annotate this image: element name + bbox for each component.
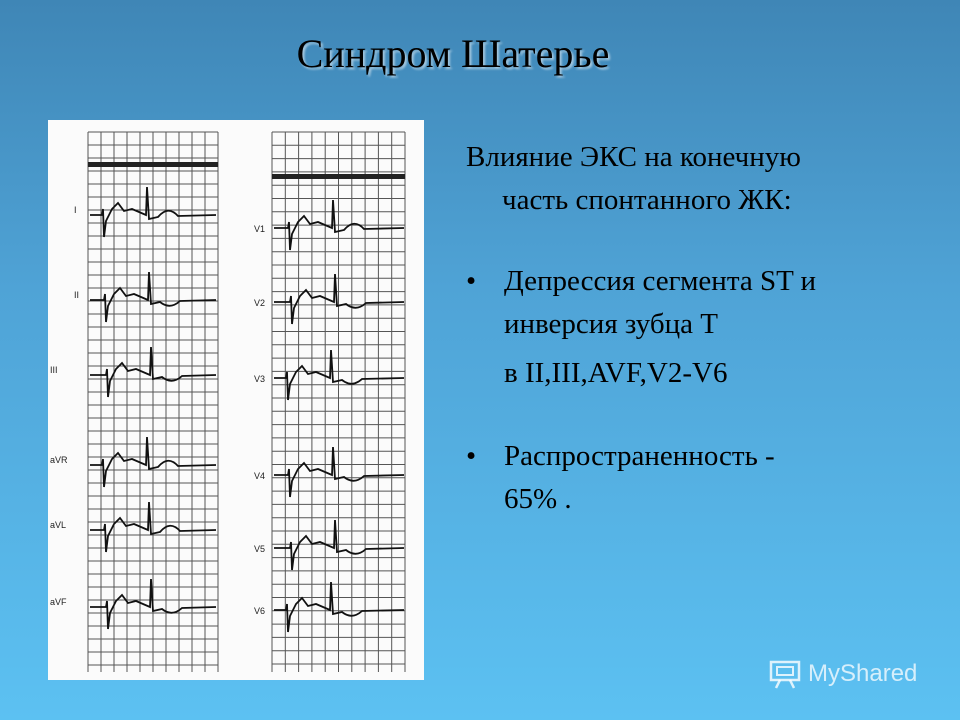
- slide-title: Синдром Шатерье: [296, 31, 610, 76]
- intro-paragraph: [466, 136, 936, 222]
- bullet-marker: •: [466, 440, 477, 472]
- ecg-tracing: [48, 120, 424, 680]
- bullet2-line-2: 65% .: [504, 483, 572, 515]
- ecg-lead-label-iii: III: [50, 365, 58, 375]
- bullet1-line-2: инверсия зубца T: [504, 308, 718, 340]
- ecg-lead-label-avf: aVF: [50, 597, 67, 607]
- ecg-lead-label-v4: V4: [254, 471, 266, 481]
- intro-line-2: часть спонтанного ЖК:: [502, 184, 792, 216]
- ecg-grid-chest: [272, 132, 405, 672]
- ecg-lead-label-v5: V5: [254, 544, 266, 554]
- ecg-lead-label-i: I: [74, 205, 77, 215]
- bullet-marker: •: [466, 265, 477, 297]
- ecg-grid-limb: [88, 132, 218, 672]
- ecg-lead-label-v3: V3: [254, 374, 266, 384]
- slide-text: [466, 136, 936, 521]
- ecg-image: [48, 120, 424, 680]
- ecg-lead-label-ii: II: [74, 290, 80, 300]
- ecg-calibration-bar: [272, 174, 405, 179]
- watermark-text: MyShared: [808, 660, 918, 687]
- intro-line-1: Влияние ЭКС на конечную: [466, 141, 801, 173]
- ecg-lead-label-v1: V1: [254, 224, 266, 234]
- bullet1-line-3: в II,III,AVF,V2-V6: [504, 357, 728, 389]
- ecg-lead-label-v2: V2: [254, 298, 266, 308]
- ecg-lead-label-avr: aVR: [50, 455, 68, 465]
- ecg-lead-label-v6: V6: [254, 606, 266, 616]
- ecg-lead-label-avl: aVL: [50, 520, 67, 530]
- bullet-prevalence: [466, 435, 936, 521]
- watermark: [768, 656, 917, 692]
- presentation-board-icon: [768, 659, 802, 689]
- ecg-calibration-bar: [88, 162, 218, 167]
- bullet1-line-1: Депрессия сегмента ST и: [504, 265, 817, 297]
- bullet-st-depression: [466, 260, 936, 395]
- bullet2-line-1: Распространенность -: [504, 440, 775, 472]
